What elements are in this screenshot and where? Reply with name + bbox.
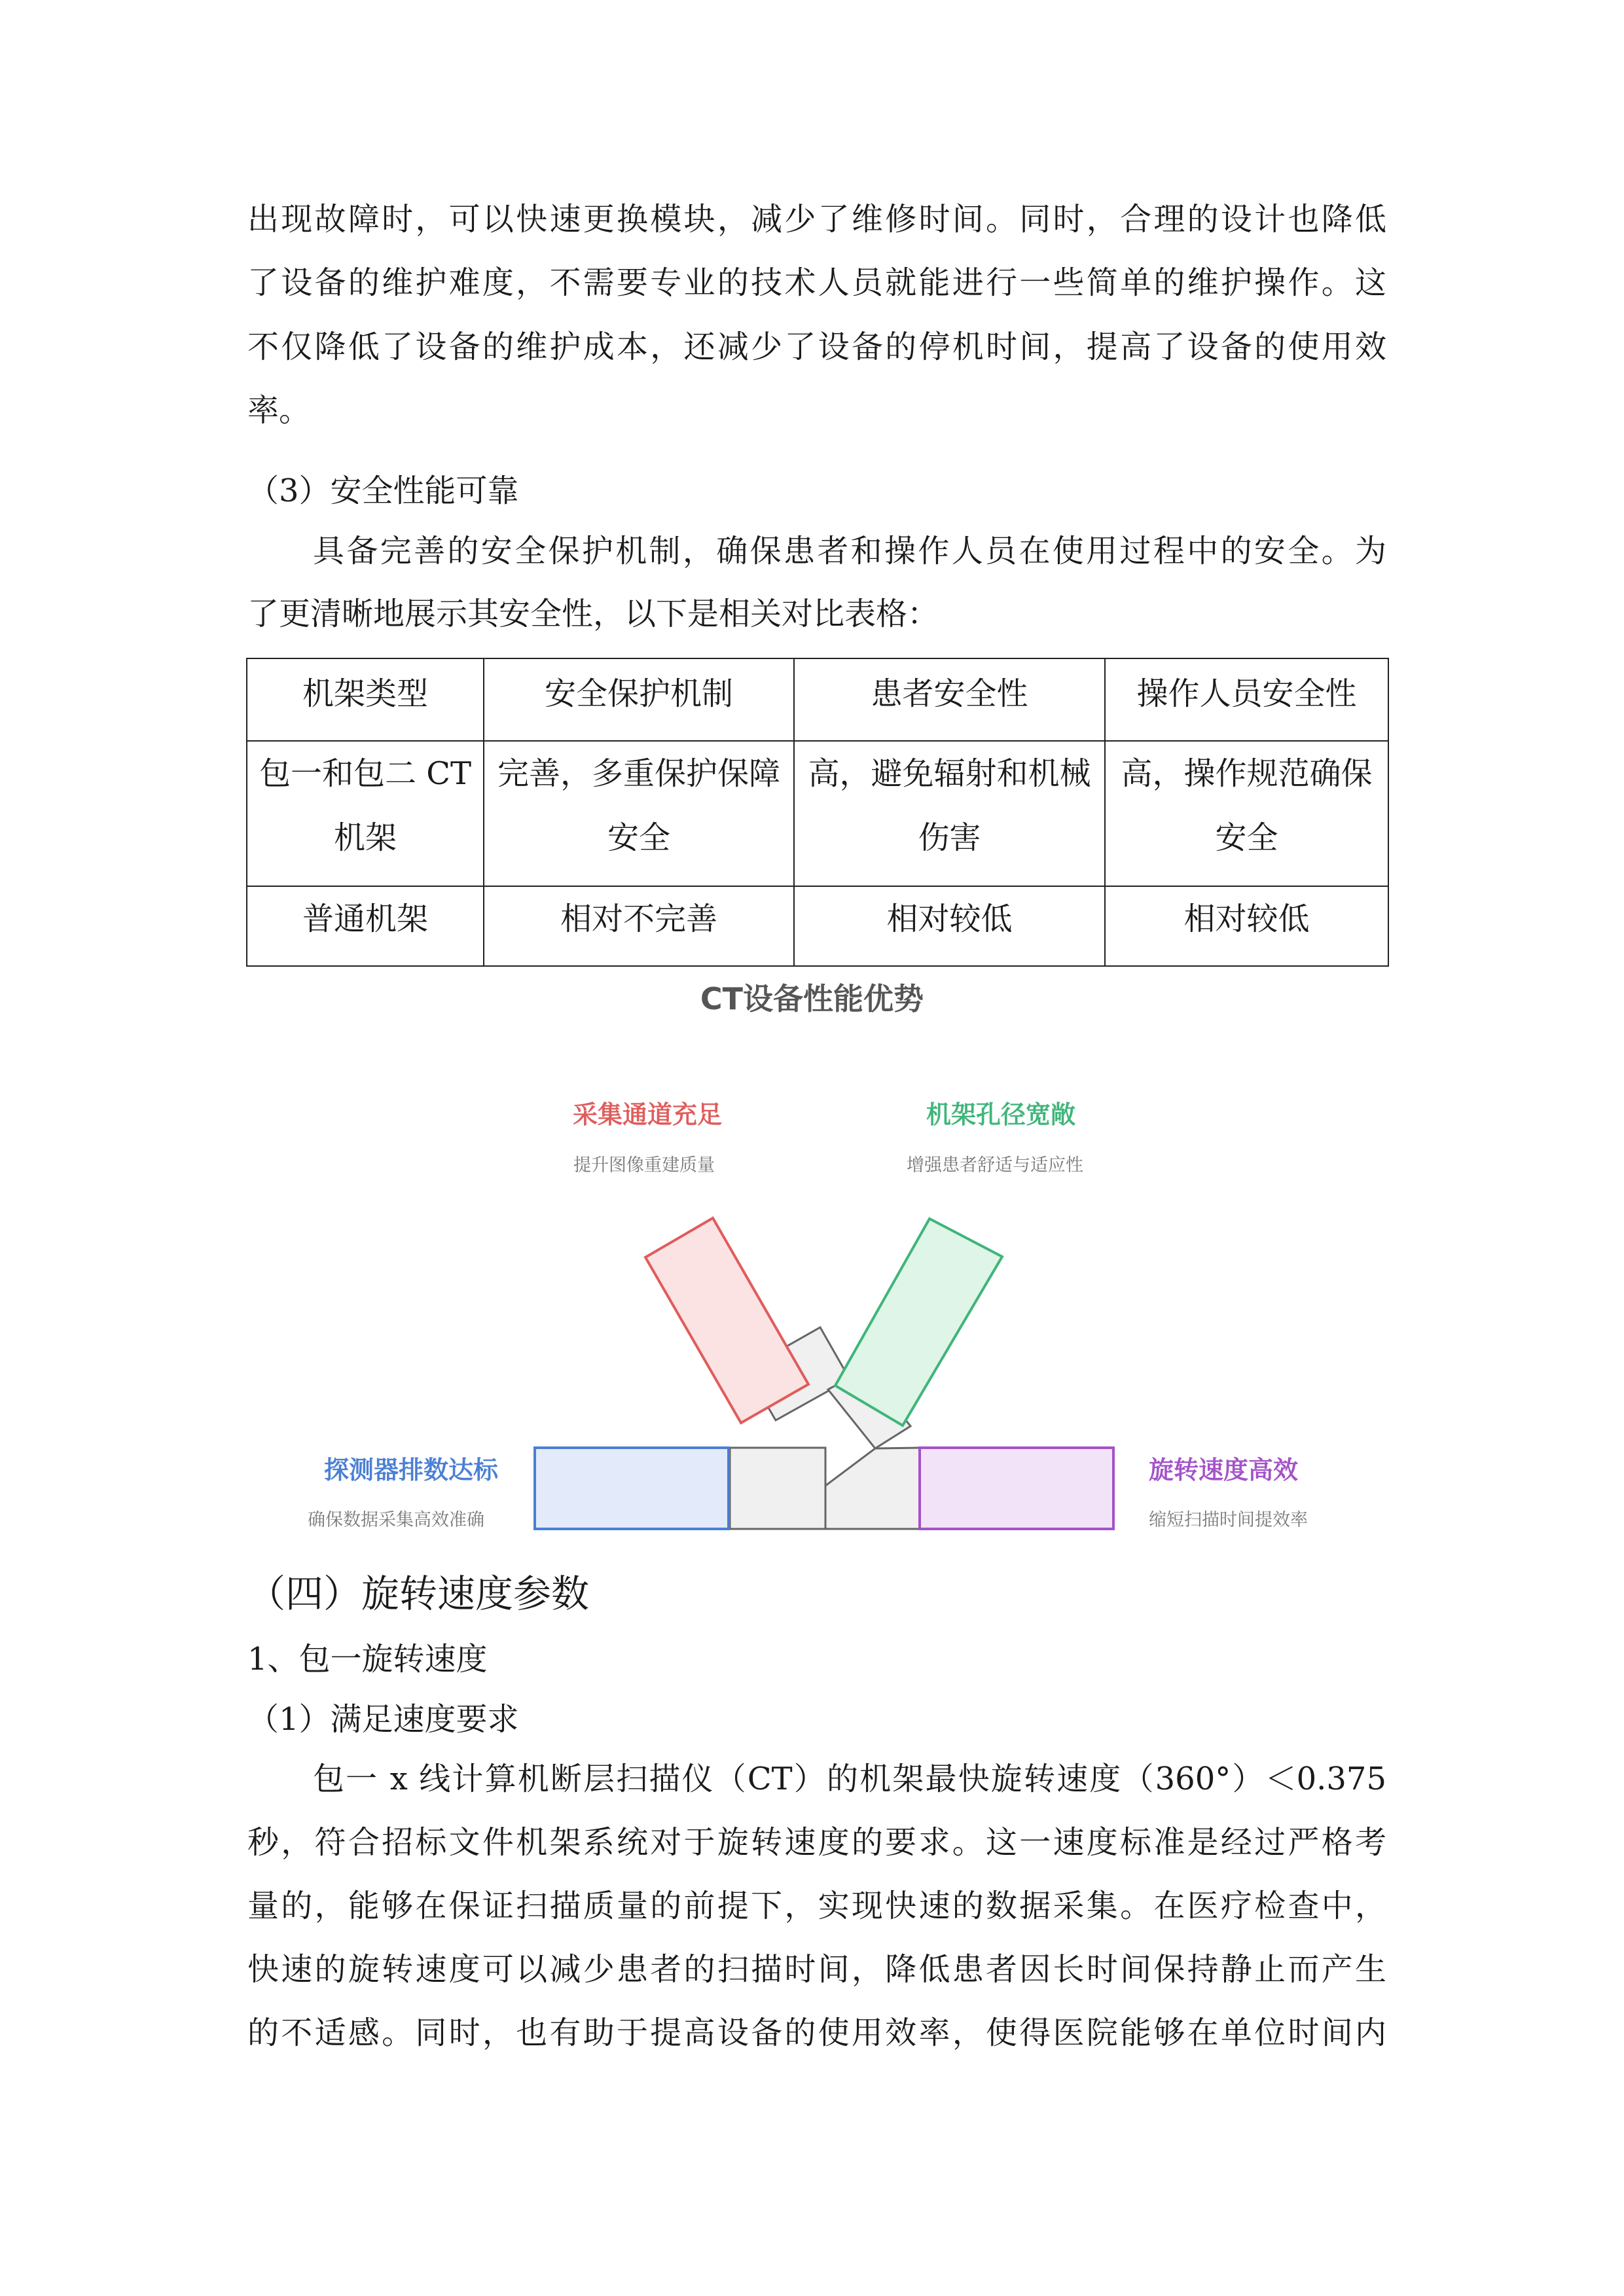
cell-line: 高，操作规范确保 (1121, 755, 1373, 792)
table-cell: 相对不完善 (484, 886, 794, 966)
cell-line: 伤害 (918, 819, 981, 856)
paragraph-line: 快速的旋转速度可以减少患者的扫描时间，降低患者因长时间保持静止而产生 (247, 1951, 1386, 1988)
figure-label-acquisition: 采集通道充足 (573, 1100, 723, 1129)
detector-rows-bar (535, 1448, 729, 1529)
paragraph-line: 率。 (247, 392, 311, 429)
cell-line: 包一和包二 CT (259, 755, 471, 792)
rotation-speed-bar (920, 1448, 1113, 1529)
table-cell: 相对较低 (794, 886, 1105, 966)
paragraph-line: 量的，能够在保证扫描质量的前提下，实现快速的数据采集。在医疗检查中， (247, 1888, 1386, 1924)
paragraph-line: 包一 x 线计算机断层扫描仪（CT）的机架最快旋转速度（360°）＜0.375 (313, 1761, 1386, 1797)
figure-label-aperture: 机架孔径宽敞 (926, 1100, 1076, 1129)
cell-line: 安全 (607, 819, 670, 856)
table-header-cell: 机架类型 (247, 658, 484, 741)
subheading-safety: （3）安全性能可靠 (247, 473, 519, 509)
cell-line: 高，避免辐射和机械 (808, 755, 1091, 792)
figure-sublabel-aperture: 增强患者舒适与适应性 (907, 1155, 1083, 1175)
cell-line: 机架 (333, 819, 397, 856)
paragraph-line: 了设备的维护难度，不需要专业的技术人员就能进行一些简单的维护操作。这 (247, 264, 1386, 301)
figure-sublabel-acquisition: 提升图像重建质量 (573, 1155, 715, 1175)
item-title: 1、包一旋转速度 (247, 1641, 488, 1677)
figure-sublabel-rotation: 缩短扫描时间提效率 (1149, 1510, 1308, 1530)
figure-title: CT设备性能优势 (700, 981, 924, 1016)
table-header-cell: 操作人员安全性 (1105, 658, 1388, 741)
table-cell: 相对较低 (1105, 886, 1388, 966)
paragraph-line: 的不适感。同时，也有助于提高设备的使用效率，使得医院能够在单位时间内 (247, 2015, 1386, 2051)
acquisition-channel-bar (645, 1218, 808, 1423)
gantry-aperture-bar (835, 1219, 1002, 1426)
table-cell: 普通机架 (247, 886, 484, 966)
table-header-cell: 患者安全性 (794, 658, 1105, 741)
connector-block-bottom-left (730, 1448, 825, 1529)
cell-line: 完善，多重保护保障 (497, 755, 780, 792)
cell-line: 安全 (1215, 819, 1278, 856)
figure-sublabel-detector: 确保数据采集高效准确 (308, 1510, 484, 1530)
figure-label-detector: 探测器排数达标 (324, 1456, 499, 1484)
paragraph-line: 出现故障时，可以快速更换模块，减少了维修时间。同时，合理的设计也降低 (247, 201, 1386, 238)
paragraph-line: 秒，符合招标文件机架系统对于旋转速度的要求。这一速度标准是经过严格考 (247, 1824, 1386, 1861)
paragraph-line: 不仅降低了设备的维护成本，还减少了设备的停机时间，提高了设备的使用效 (247, 329, 1386, 365)
connector-block-bottom-right (825, 1448, 920, 1529)
section-title-rotation-speed: （四）旋转速度参数 (247, 1571, 590, 1616)
table-header-cell: 安全保护机制 (484, 658, 794, 741)
figure-label-rotation: 旋转速度高效 (1149, 1456, 1299, 1484)
subheading-speed-requirement: （1）满足速度要求 (247, 1701, 519, 1738)
paragraph-line: 了更清晰地展示其安全性，以下是相关对比表格： (247, 596, 939, 632)
paragraph-line: 具备完善的安全保护机制，确保患者和操作人员在使用过程中的安全。为 (313, 533, 1386, 569)
